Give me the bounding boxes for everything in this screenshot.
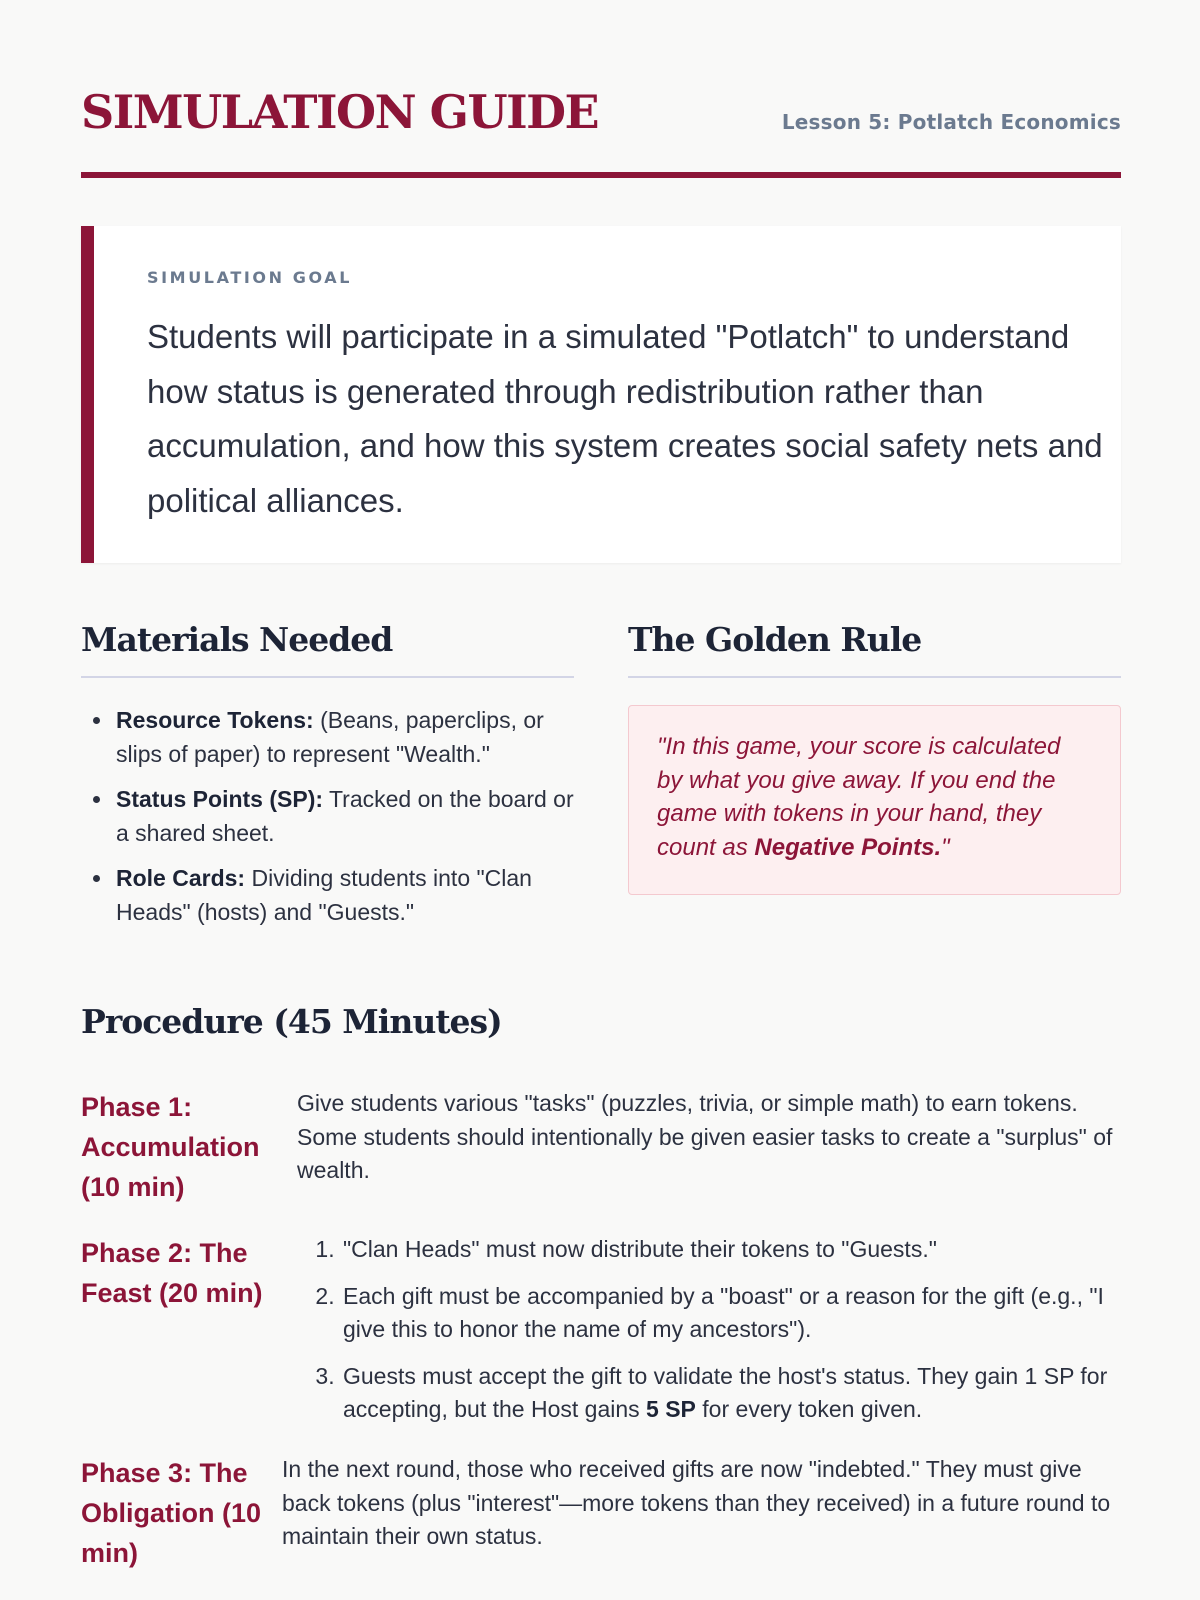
materials-item (114, 783, 576, 850)
material-term: Status Points (SP): (116, 786, 324, 812)
lesson-subtitle: Lesson 5: Potlatch Economics (781, 110, 1121, 134)
material-term: Role Cards: (116, 865, 246, 891)
goal-text: Students will participate in a simulated "Potlatch" to understand how status is generated through redistribution rather than accumulation, and how this system creates social safety nets and political alliances. (147, 318, 1103, 519)
step-item: 1. "Clan Heads" must now distribute their tokens to "Guests." (341, 1233, 1121, 1267)
step-item (341, 1360, 1121, 1427)
goal-label: SIMULATION GOAL (147, 268, 353, 287)
phase-1-text: Give students various "tasks" (puzzles, trivia, or simple math) to earn tokens. Some students should intentionally be given easier tasks to create a "surplus" of wealth. (297, 1090, 1113, 1183)
golden-rule-divider (628, 676, 1121, 678)
phase-1-label: Phase 1: Accumulation (10 min) (81, 1092, 260, 1202)
quote-emphasis: Negative Points. (754, 833, 942, 861)
material-term: Resource Tokens: (116, 707, 314, 733)
step-item: 2. Each gift must be accompanied by a "boast" or a reason for the gift (e.g., "I give this to honor the name of my ancestors"). (341, 1280, 1121, 1347)
page-title: SIMULATION GUIDE (81, 85, 599, 139)
page-header (81, 80, 1121, 178)
step-emphasis: 5 SP (646, 1396, 696, 1422)
phase-2-steps (304, 1233, 1121, 1440)
quote-text: "In this game, your score is calculated by what you give away. If you end the game with tokens in your hand, they count as (657, 733, 1061, 861)
step-text-end: for every token given. (695, 1396, 923, 1422)
material-desc: Dividing students into "Clan Heads" (hosts) and "Guests." (116, 865, 532, 925)
golden-rule-callout (628, 705, 1121, 895)
simulation-goal-card (81, 226, 1121, 563)
material-desc: (Beans, paperclips, or slips of paper) to represent "Wealth." (116, 707, 544, 767)
phase-3-text: In the next round, those who received gifts are now "indebted." They must give back tokens (plus "interest"—more tokens than they received) in a future round to maintain their own status. (282, 1456, 1111, 1549)
materials-heading: Materials Needed (81, 620, 393, 659)
materials-item (114, 862, 576, 929)
golden-rule-quote (657, 730, 1092, 864)
material-desc: Tracked on the board or a shared sheet. (116, 786, 574, 846)
procedure-heading: Procedure (45 Minutes) (81, 1002, 502, 1041)
materials-divider (81, 676, 574, 678)
quote-close: " (941, 833, 950, 861)
golden-rule-heading: The Golden Rule (628, 620, 922, 659)
materials-list (81, 704, 576, 941)
phase-3-label: Phase 3: The Obligation (10 min) (81, 1458, 262, 1568)
phase-2-label: Phase 2: The Feast (20 min) (81, 1238, 263, 1308)
step-text: Guests must accept the gift to validate the host's status. They gain 1 SP for accepting, but the Host gains (343, 1362, 1108, 1422)
materials-item (114, 704, 576, 771)
